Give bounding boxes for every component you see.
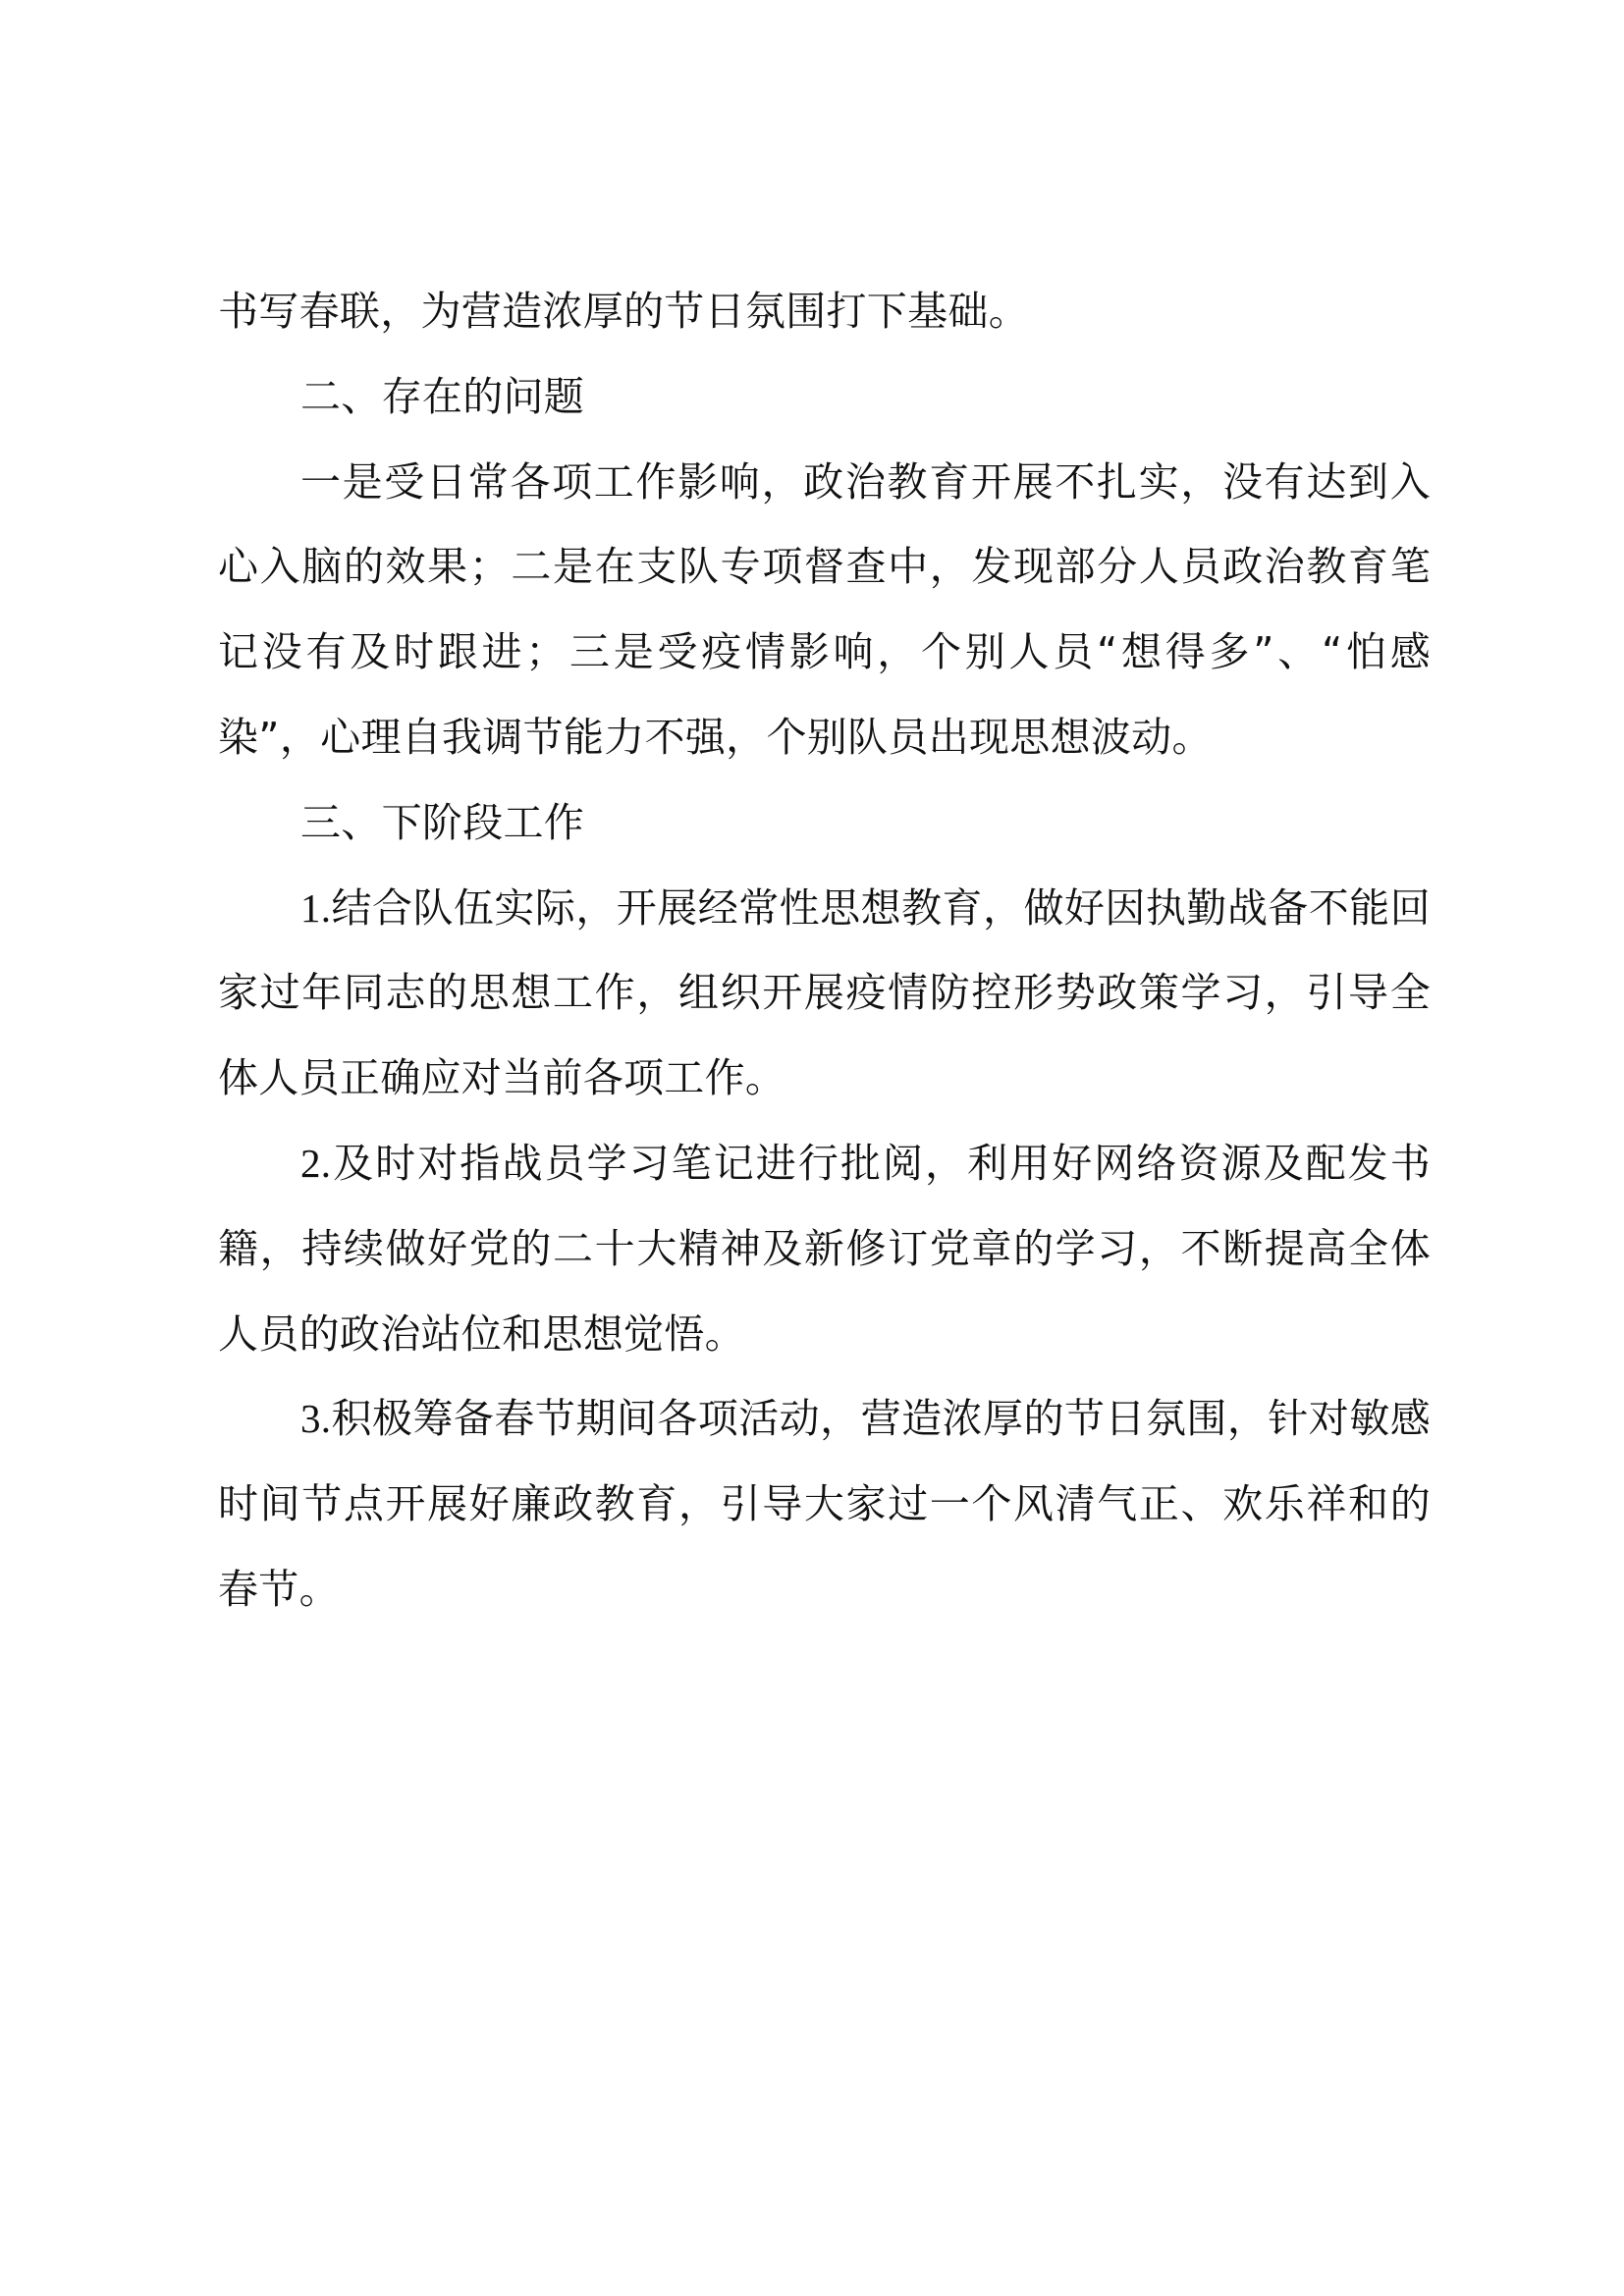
paragraph-problems: 一是受日常各项工作影响，政治教育开展不扎实，没有达到入心入脑的效果；二是在支队专项督查中，发现部分人员政治教育笔记没有及时跟进；三是受疫情影响，个别人员“想得多”、“怕感染”，心理自我调节能力不强，个别队员出现思想波动。 xyxy=(218,457,1431,761)
item-text: 及时对指战员学习笔记进行批阅，利用好网络资源及配发书籍，持续做好党的二十大精神及新修订党章的学习，不断提高全体人员的政治站位和思想觉悟。 xyxy=(218,1139,1431,1358)
paragraph-item-3 xyxy=(218,1376,1431,1631)
item-text: 积极筹备春节期间各项活动，营造浓厚的节日氛围，针对敏感时间节点开展好廉政教育，引导大家过一个风清气正、欢乐祥和的春节。 xyxy=(218,1395,1431,1613)
section-heading-problems: 二、存在的问题 xyxy=(300,372,585,420)
item-text: 结合队伍实际，开展经常性思想教育，做好因执勤战备不能回家过年同志的思想工作，组织开展疫情防控形势政策学习，引导全体人员正确应对当前各项工作。 xyxy=(218,883,1431,1102)
item-number: 3. xyxy=(300,1396,332,1442)
paragraph-item-2 xyxy=(218,1121,1431,1376)
item-number: 1. xyxy=(300,884,332,931)
paragraph-item-1 xyxy=(218,866,1431,1121)
section-heading-next-steps: 三、下阶段工作 xyxy=(300,798,585,846)
paragraph-continuation: 书写春联，为营造浓厚的节日氛围打下基础。 xyxy=(218,288,1029,335)
document-body xyxy=(218,269,1431,1632)
item-number: 2. xyxy=(300,1140,332,1186)
